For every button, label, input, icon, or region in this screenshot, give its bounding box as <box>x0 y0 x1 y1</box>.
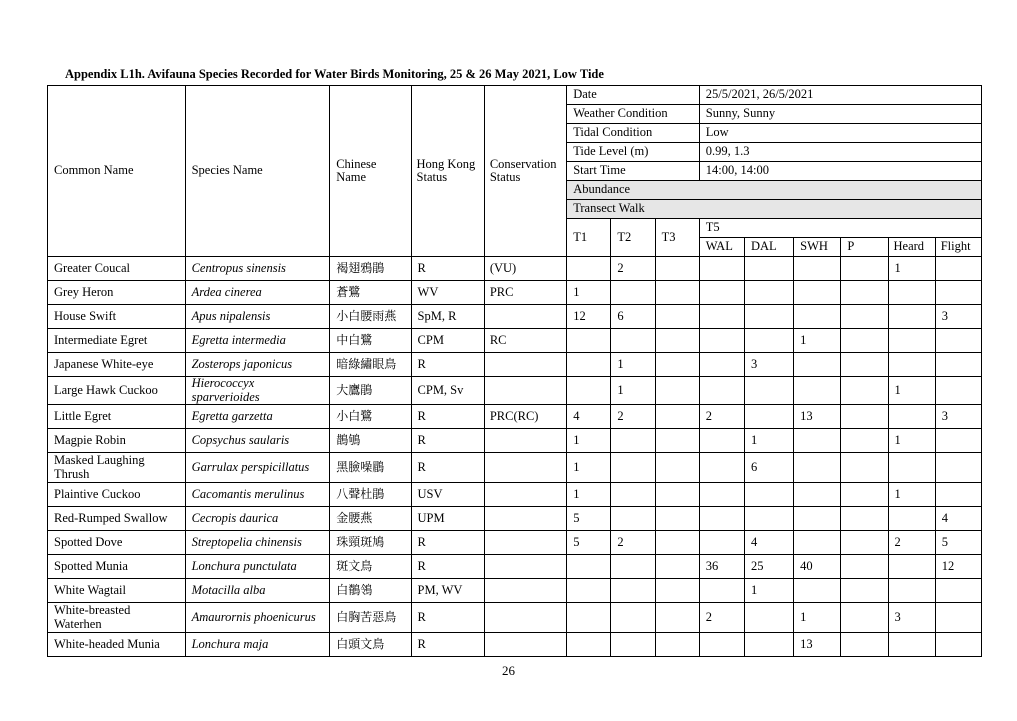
t3-count-cell <box>655 329 699 353</box>
common-name-cell: Red-Rumped Swallow <box>48 507 186 531</box>
t3-count-cell <box>655 257 699 281</box>
wal-count-cell: 2 <box>699 603 744 633</box>
chinese-name-cell: 小白腰雨燕 <box>330 305 411 329</box>
heard-count-cell: 1 <box>888 429 935 453</box>
hk-status-cell: USV <box>411 483 484 507</box>
p-count-cell <box>841 281 888 305</box>
flight-count-cell <box>935 257 981 281</box>
tidal-label: Tidal Condition <box>567 124 700 143</box>
wal-count-cell: 36 <box>699 555 744 579</box>
t1-count-cell <box>567 579 611 603</box>
chinese-name-cell: 鵲鴝 <box>330 429 411 453</box>
conservation-status-cell: (VU) <box>484 257 566 281</box>
p-count-cell <box>841 633 888 657</box>
header-swh: SWH <box>794 238 841 257</box>
t2-count-cell: 1 <box>611 353 655 377</box>
heard-count-cell: 1 <box>888 483 935 507</box>
t2-count-cell <box>611 281 655 305</box>
wal-count-cell <box>699 531 744 555</box>
header-p: P <box>841 238 888 257</box>
conservation-status-cell <box>484 555 566 579</box>
hk-status-cell: R <box>411 453 484 483</box>
table-row <box>48 377 982 405</box>
swh-count-cell <box>794 453 841 483</box>
p-count-cell <box>841 603 888 633</box>
species-name-cell: Egretta garzetta <box>185 405 330 429</box>
wal-count-cell <box>699 305 744 329</box>
swh-count-cell: 13 <box>794 405 841 429</box>
wal-count-cell: 2 <box>699 405 744 429</box>
dal-count-cell: 6 <box>744 453 793 483</box>
t3-count-cell <box>655 633 699 657</box>
common-name-cell: Masked Laughing Thrush <box>48 453 186 483</box>
conservation-status-cell: RC <box>484 329 566 353</box>
header-heard: Heard <box>888 238 935 257</box>
flight-count-cell: 5 <box>935 531 981 555</box>
dal-count-cell: 1 <box>744 429 793 453</box>
species-name-cell: Motacilla alba <box>185 579 330 603</box>
swh-count-cell: 1 <box>794 603 841 633</box>
flight-count-cell <box>935 633 981 657</box>
dal-count-cell <box>744 483 793 507</box>
dal-count-cell <box>744 329 793 353</box>
swh-count-cell <box>794 531 841 555</box>
flight-count-cell <box>935 281 981 305</box>
swh-count-cell: 13 <box>794 633 841 657</box>
table-row <box>48 405 982 429</box>
common-name-cell: Japanese White-eye <box>48 353 186 377</box>
t2-count-cell: 2 <box>611 531 655 555</box>
header-wal: WAL <box>699 238 744 257</box>
chinese-name-cell: 斑文鳥 <box>330 555 411 579</box>
chinese-name-cell: 蒼鷺 <box>330 281 411 305</box>
chinese-name-cell: 八聲杜鵑 <box>330 483 411 507</box>
heard-count-cell <box>888 329 935 353</box>
conservation-status-cell <box>484 353 566 377</box>
start-time-value: 14:00, 14:00 <box>699 162 981 181</box>
conservation-status-cell <box>484 453 566 483</box>
date-value: 25/5/2021, 26/5/2021 <box>699 86 981 105</box>
chinese-name-cell: 大鷹鵑 <box>330 377 411 405</box>
conservation-status-cell <box>484 633 566 657</box>
conservation-status-cell <box>484 507 566 531</box>
dal-count-cell <box>744 603 793 633</box>
species-name-cell: Lonchura maja <box>185 633 330 657</box>
swh-count-cell <box>794 429 841 453</box>
t3-count-cell <box>655 377 699 405</box>
hk-status-cell: R <box>411 555 484 579</box>
flight-count-cell <box>935 329 981 353</box>
flight-count-cell: 3 <box>935 405 981 429</box>
dal-count-cell <box>744 281 793 305</box>
t1-count-cell <box>567 353 611 377</box>
flight-count-cell: 3 <box>935 305 981 329</box>
swh-count-cell <box>794 579 841 603</box>
chinese-name-cell: 中白鷺 <box>330 329 411 353</box>
wal-count-cell <box>699 579 744 603</box>
dal-count-cell: 1 <box>744 579 793 603</box>
hk-status-cell: R <box>411 405 484 429</box>
page-number: 26 <box>502 663 515 678</box>
table-row <box>48 507 982 531</box>
t3-count-cell <box>655 603 699 633</box>
species-name-cell: Cacomantis merulinus <box>185 483 330 507</box>
heard-count-cell: 1 <box>888 377 935 405</box>
swh-count-cell <box>794 281 841 305</box>
flight-count-cell <box>935 603 981 633</box>
swh-count-cell <box>794 353 841 377</box>
heard-count-cell <box>888 507 935 531</box>
dal-count-cell: 3 <box>744 353 793 377</box>
chinese-name-cell: 暗綠繡眼鳥 <box>330 353 411 377</box>
t1-count-cell <box>567 257 611 281</box>
heard-count-cell <box>888 555 935 579</box>
t3-count-cell <box>655 281 699 305</box>
heard-count-cell: 1 <box>888 257 935 281</box>
conservation-status-cell <box>484 579 566 603</box>
hk-status-cell: UPM <box>411 507 484 531</box>
common-name-cell: Spotted Munia <box>48 555 186 579</box>
species-name-cell: Streptopelia chinensis <box>185 531 330 555</box>
t2-count-cell: 6 <box>611 305 655 329</box>
p-count-cell <box>841 257 888 281</box>
p-count-cell <box>841 377 888 405</box>
species-name-cell: Garrulax perspicillatus <box>185 453 330 483</box>
table-row <box>48 579 982 603</box>
hk-status-cell: R <box>411 429 484 453</box>
t1-count-cell: 5 <box>567 531 611 555</box>
p-count-cell <box>841 579 888 603</box>
t1-count-cell: 1 <box>567 453 611 483</box>
chinese-name-cell: 白胸苦惡鳥 <box>330 603 411 633</box>
t2-count-cell: 2 <box>611 257 655 281</box>
common-name-cell: Little Egret <box>48 405 186 429</box>
t1-count-cell <box>567 603 611 633</box>
species-name-cell: Hierococcyx sparverioides <box>185 377 330 405</box>
swh-count-cell <box>794 507 841 531</box>
table-row <box>48 429 982 453</box>
p-count-cell <box>841 329 888 353</box>
heard-count-cell <box>888 353 935 377</box>
p-count-cell <box>841 555 888 579</box>
species-name-cell: Cecropis daurica <box>185 507 330 531</box>
wal-count-cell <box>699 257 744 281</box>
p-count-cell <box>841 305 888 329</box>
species-name-cell: Amaurornis phoenicurus <box>185 603 330 633</box>
species-name-cell: Zosterops japonicus <box>185 353 330 377</box>
swh-count-cell <box>794 377 841 405</box>
table-row <box>48 353 982 377</box>
chinese-name-cell: 小白鷺 <box>330 405 411 429</box>
conservation-status-cell <box>484 603 566 633</box>
t2-count-cell: 1 <box>611 377 655 405</box>
species-name-cell: Copsychus saularis <box>185 429 330 453</box>
wal-count-cell <box>699 329 744 353</box>
chinese-name-cell: 金腰燕 <box>330 507 411 531</box>
flight-count-cell: 4 <box>935 507 981 531</box>
dal-count-cell <box>744 633 793 657</box>
t2-count-cell: 2 <box>611 405 655 429</box>
heard-count-cell: 3 <box>888 603 935 633</box>
transect-walk-label: Transect Walk <box>567 200 982 219</box>
header-dal: DAL <box>744 238 793 257</box>
conservation-status-cell: PRC(RC) <box>484 405 566 429</box>
header-species-name: Species Name <box>185 86 330 257</box>
table-row <box>48 305 982 329</box>
conservation-status-cell: PRC <box>484 281 566 305</box>
flight-count-cell: 12 <box>935 555 981 579</box>
table-row <box>48 329 982 353</box>
t3-count-cell <box>655 579 699 603</box>
t1-count-cell <box>567 329 611 353</box>
t2-count-cell <box>611 555 655 579</box>
t1-count-cell: 5 <box>567 507 611 531</box>
flight-count-cell <box>935 353 981 377</box>
heard-count-cell <box>888 305 935 329</box>
header-t2: T2 <box>611 219 655 257</box>
p-count-cell <box>841 405 888 429</box>
header-t1: T1 <box>567 219 611 257</box>
species-name-cell: Egretta intermedia <box>185 329 330 353</box>
species-rows <box>48 257 982 657</box>
conservation-status-cell <box>484 377 566 405</box>
flight-count-cell <box>935 453 981 483</box>
date-label: Date <box>567 86 700 105</box>
common-name-cell: Magpie Robin <box>48 429 186 453</box>
t1-count-cell <box>567 377 611 405</box>
t1-count-cell: 12 <box>567 305 611 329</box>
hk-status-cell: R <box>411 353 484 377</box>
t2-count-cell <box>611 579 655 603</box>
species-name-cell: Centropus sinensis <box>185 257 330 281</box>
table-row <box>48 603 982 633</box>
heard-count-cell <box>888 405 935 429</box>
dal-count-cell: 4 <box>744 531 793 555</box>
t3-count-cell <box>655 453 699 483</box>
p-count-cell <box>841 483 888 507</box>
swh-count-cell <box>794 483 841 507</box>
tide-level-value: 0.99, 1.3 <box>699 143 981 162</box>
heard-count-cell <box>888 633 935 657</box>
hk-status-cell: R <box>411 531 484 555</box>
p-count-cell <box>841 453 888 483</box>
dal-count-cell <box>744 257 793 281</box>
chinese-name-cell: 白頭文鳥 <box>330 633 411 657</box>
chinese-name-cell: 珠頸斑鳩 <box>330 531 411 555</box>
swh-count-cell: 40 <box>794 555 841 579</box>
table-row <box>48 555 982 579</box>
common-name-cell: Intermediate Egret <box>48 329 186 353</box>
t2-count-cell <box>611 429 655 453</box>
header-t3: T3 <box>655 219 699 257</box>
dal-count-cell <box>744 507 793 531</box>
hk-status-cell: R <box>411 603 484 633</box>
wal-count-cell <box>699 429 744 453</box>
tidal-value: Low <box>699 124 981 143</box>
common-name-cell: Spotted Dove <box>48 531 186 555</box>
common-name-cell: White-breasted Waterhen <box>48 603 186 633</box>
hk-status-cell: CPM <box>411 329 484 353</box>
t3-count-cell <box>655 305 699 329</box>
t3-count-cell <box>655 353 699 377</box>
hk-status-cell: WV <box>411 281 484 305</box>
flight-count-cell <box>935 377 981 405</box>
heard-count-cell <box>888 453 935 483</box>
header-chinese-name: Chinese Name <box>330 86 411 257</box>
hk-status-cell: PM, WV <box>411 579 484 603</box>
flight-count-cell <box>935 579 981 603</box>
header-common-name: Common Name <box>48 86 186 257</box>
table-caption: Appendix L1h. Avifauna Species Recorded for Water Birds Monitoring, 25 & 26 May 2021, Low Tide <box>65 67 604 81</box>
heard-count-cell <box>888 579 935 603</box>
hk-status-cell: R <box>411 633 484 657</box>
dal-count-cell <box>744 405 793 429</box>
chinese-name-cell: 白鶺鴒 <box>330 579 411 603</box>
hk-status-cell: SpM, R <box>411 305 484 329</box>
t1-count-cell <box>567 633 611 657</box>
table-row <box>48 281 982 305</box>
header-flight: Flight <box>935 238 981 257</box>
conservation-status-cell <box>484 429 566 453</box>
t2-count-cell <box>611 603 655 633</box>
t1-count-cell: 1 <box>567 281 611 305</box>
common-name-cell: Plaintive Cuckoo <box>48 483 186 507</box>
p-count-cell <box>841 531 888 555</box>
table-row <box>48 453 982 483</box>
p-count-cell <box>841 507 888 531</box>
conservation-status-cell <box>484 531 566 555</box>
table-row <box>48 531 982 555</box>
swh-count-cell: 1 <box>794 329 841 353</box>
common-name-cell: White Wagtail <box>48 579 186 603</box>
flight-count-cell <box>935 483 981 507</box>
chinese-name-cell: 褐翅鴉鵑 <box>330 257 411 281</box>
table-row <box>48 483 982 507</box>
t2-count-cell <box>611 483 655 507</box>
t1-count-cell: 1 <box>567 429 611 453</box>
common-name-cell: Large Hawk Cuckoo <box>48 377 186 405</box>
wal-count-cell <box>699 633 744 657</box>
common-name-cell: House Swift <box>48 305 186 329</box>
t3-count-cell <box>655 405 699 429</box>
tide-level-label: Tide Level (m) <box>567 143 700 162</box>
conservation-status-cell <box>484 305 566 329</box>
species-name-cell: Ardea cinerea <box>185 281 330 305</box>
p-count-cell <box>841 353 888 377</box>
species-name-cell: Lonchura punctulata <box>185 555 330 579</box>
conservation-status-cell <box>484 483 566 507</box>
header-conservation-status: Conservation Status <box>484 86 566 257</box>
t1-count-cell <box>567 555 611 579</box>
swh-count-cell <box>794 257 841 281</box>
dal-count-cell <box>744 377 793 405</box>
wal-count-cell <box>699 507 744 531</box>
species-table <box>47 85 982 657</box>
weather-label: Weather Condition <box>567 105 700 124</box>
t3-count-cell <box>655 555 699 579</box>
t3-count-cell <box>655 507 699 531</box>
table-row <box>48 633 982 657</box>
common-name-cell: Greater Coucal <box>48 257 186 281</box>
start-time-label: Start Time <box>567 162 700 181</box>
flight-count-cell <box>935 429 981 453</box>
t3-count-cell <box>655 429 699 453</box>
wal-count-cell <box>699 281 744 305</box>
weather-value: Sunny, Sunny <box>699 105 981 124</box>
dal-count-cell <box>744 305 793 329</box>
species-name-cell: Apus nipalensis <box>185 305 330 329</box>
common-name-cell: White-headed Munia <box>48 633 186 657</box>
t1-count-cell: 1 <box>567 483 611 507</box>
wal-count-cell <box>699 483 744 507</box>
hk-status-cell: R <box>411 257 484 281</box>
abundance-label: Abundance <box>567 181 982 200</box>
header-t5: T5 <box>699 219 981 238</box>
wal-count-cell <box>699 453 744 483</box>
p-count-cell <box>841 429 888 453</box>
t2-count-cell <box>611 453 655 483</box>
t2-count-cell <box>611 633 655 657</box>
wal-count-cell <box>699 353 744 377</box>
t3-count-cell <box>655 531 699 555</box>
swh-count-cell <box>794 305 841 329</box>
heard-count-cell: 2 <box>888 531 935 555</box>
header-hk-status: Hong Kong Status <box>411 86 484 257</box>
t3-count-cell <box>655 483 699 507</box>
hk-status-cell: CPM, Sv <box>411 377 484 405</box>
chinese-name-cell: 黑臉噪鶥 <box>330 453 411 483</box>
t1-count-cell: 4 <box>567 405 611 429</box>
wal-count-cell <box>699 377 744 405</box>
common-name-cell: Grey Heron <box>48 281 186 305</box>
dal-count-cell: 25 <box>744 555 793 579</box>
heard-count-cell <box>888 281 935 305</box>
table-row <box>48 257 982 281</box>
t2-count-cell <box>611 329 655 353</box>
t2-count-cell <box>611 507 655 531</box>
